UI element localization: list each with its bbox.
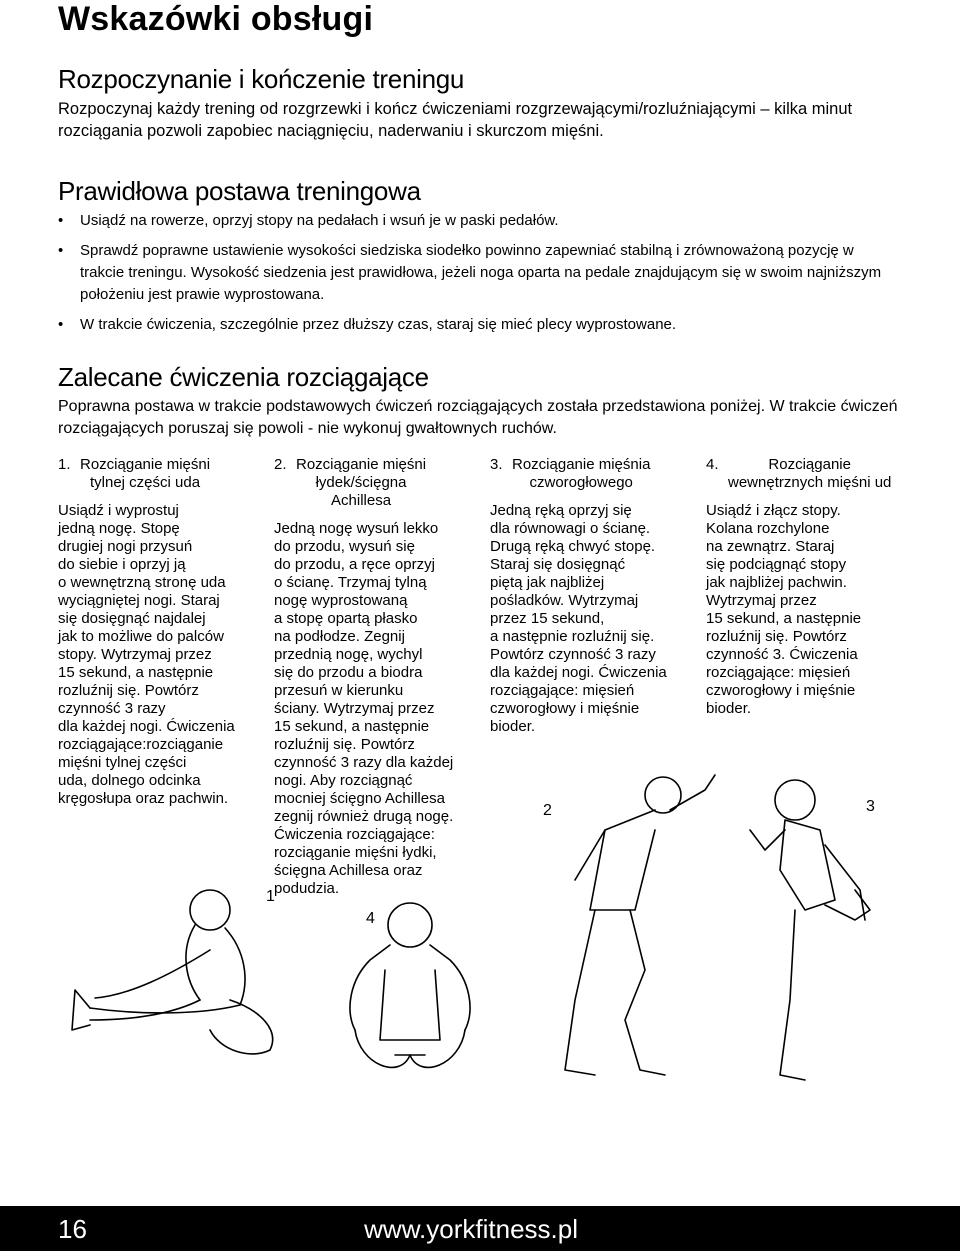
hamstring-stretch-illustration — [60, 880, 300, 1070]
page-footer — [0, 1206, 960, 1251]
exercise-number: 3. — [490, 456, 503, 473]
exercise-header — [58, 456, 258, 492]
posture-bullet-list — [58, 210, 898, 344]
exercise-number: 2. — [274, 456, 287, 473]
exercise-column-4 — [706, 456, 916, 718]
calf-stretch-illustration — [545, 770, 725, 1090]
bullet-item: • Sprawdź poprawne ustawienie wysokości siedziska siodełko powinno zapewniać stabilną i zrównoważoną pozycję w trakcie treningu. Wysokość siedzenia jest prawidłowa, jeżeli noga oparta na pedale znajdującym się w swoim najniższym położeniu jest prawie wyprostowana. — [58, 240, 898, 306]
section-heading-stretching: Zalecane ćwiczenia rozciągające — [58, 362, 429, 392]
exercise-description: Jedną nogę wysuń lekko do przodu, wysuń się do przodu, a ręce oprzyj o ścianę. Trzymaj tylną nogę wyprostowaną a stopę opartą płasko na podłodze. Zegnij przednią nogę, wychyl się do przodu a biodra przesuń w kierunku ściany. Wytrzymaj przez 15 sekund, a następnie rozluźnij się. Powtórz czynność 3 razy dla każdej nogi. Aby rozciągnąć mocniej ścięgno Achillesa zegnij również drugą nogę. Ćwiczenia rozciągające: rozciąganie mięśni łydki, ścięgna Achillesa oraz podudzia. — [274, 520, 454, 897]
section-heading-start-end: Rozpoczynanie i kończenie treningu — [58, 64, 465, 94]
quad-stretch-illustration — [745, 770, 895, 1090]
bullet-item: • Usiądź na rowerze, oprzyj stopy na pedałach i wsuń je w paski pedałów. — [58, 210, 898, 232]
figure-number: 2 — [543, 802, 552, 819]
exercise-description: Usiądź i złącz stopy. Kolana rozchylone na zewnątrz. Staraj się podciągnąć stopy jak najbliżej pachwin. Wytrzymaj przez 15 sekund, a następnie rozluźnij się. Powtórz czynność 3. Ćwiczenia rozciągające: mięsień czworogłowy i mięśnie bioder. — [706, 502, 862, 717]
exercise-number: 4. — [706, 456, 719, 473]
page-number: 16 — [58, 1214, 87, 1244]
exercise-header — [274, 456, 484, 510]
exercise-number: 1. — [58, 456, 71, 473]
figure-number: 4 — [366, 910, 375, 927]
exercise-title: Rozciąganie mięśni łydek/ścięgna Achillesa — [296, 456, 427, 509]
figure-number: 3 — [866, 798, 875, 815]
exercise-title: Rozciąganie mięśnia czworogłowego — [512, 456, 651, 491]
section-text-start-end: Rozpoczynaj każdy trening od rozgrzewki i kończ ćwiczeniami rozgrzewającymi/rozluźniającymi – kilka minut rozciągania pozwoli zapobiec naciągnięciu, naderwaniu i skurczom mięśni. — [58, 100, 853, 140]
page-title: Wskazówki obsługi — [58, 0, 374, 38]
inner-thigh-stretch-illustration — [300, 890, 515, 1090]
bullet-item: • W trakcie ćwiczenia, szczególnie przez dłuższy czas, staraj się mieć plecy wyprostowane. — [58, 314, 898, 336]
exercise-description: Usiądź i wyprostuj jedną nogę. Stopę drugiej nogi przysuń do siebie i oprzyj ją o wewnętrzną stronę uda wyciągniętej nogi. Staraj się dosięgnąć najdalej jak to możliwe do palców stopy. Wytrzymaj przez 15 sekund, a następnie rozluźnij się. Powtórz czynność 3 razy dla każdej nogi. Ćwiczenia rozciągające:rozciąganie mięśni tylnej części uda, dolnego odcinka kręgosłupa oraz pachwin. — [58, 502, 235, 807]
figure-number: 1 — [266, 888, 275, 905]
exercise-title: Rozciąganie wewnętrznych mięśni ud — [728, 456, 892, 491]
exercise-column-1 — [58, 456, 258, 808]
footer-url: www.yorkfitness.pl — [364, 1214, 578, 1244]
exercise-header — [706, 456, 916, 492]
exercise-header — [490, 456, 690, 492]
exercise-column-3 — [490, 456, 690, 736]
section-heading-posture: Prawidłowa postawa treningowa — [58, 176, 421, 206]
exercise-title: Rozciąganie mięśni tylnej części uda — [80, 456, 211, 491]
exercise-column-2 — [274, 456, 484, 898]
section-text-stretching: Poprawna postawa w trakcie podstawowych ćwiczeń rozciągających została przedstawiona poniżej. W trakcie ćwiczeń rozciągających poruszaj się powoli - nie wykonuj gwałtownych ruchów. — [58, 398, 898, 437]
exercise-description: Jedną ręką oprzyj się dla równowagi o ścianę. Drugą ręką chwyć stopę. Staraj się dosięgnąć piętą jak najbliżej pośladków. Wytrzymaj przez 15 sekund, a następnie rozluźnij się. Powtórz czynność 3 razy dla każdej nogi. Ćwiczenia rozciągające: mięsień czworogłowy i mięśnie bioder. — [490, 502, 667, 735]
